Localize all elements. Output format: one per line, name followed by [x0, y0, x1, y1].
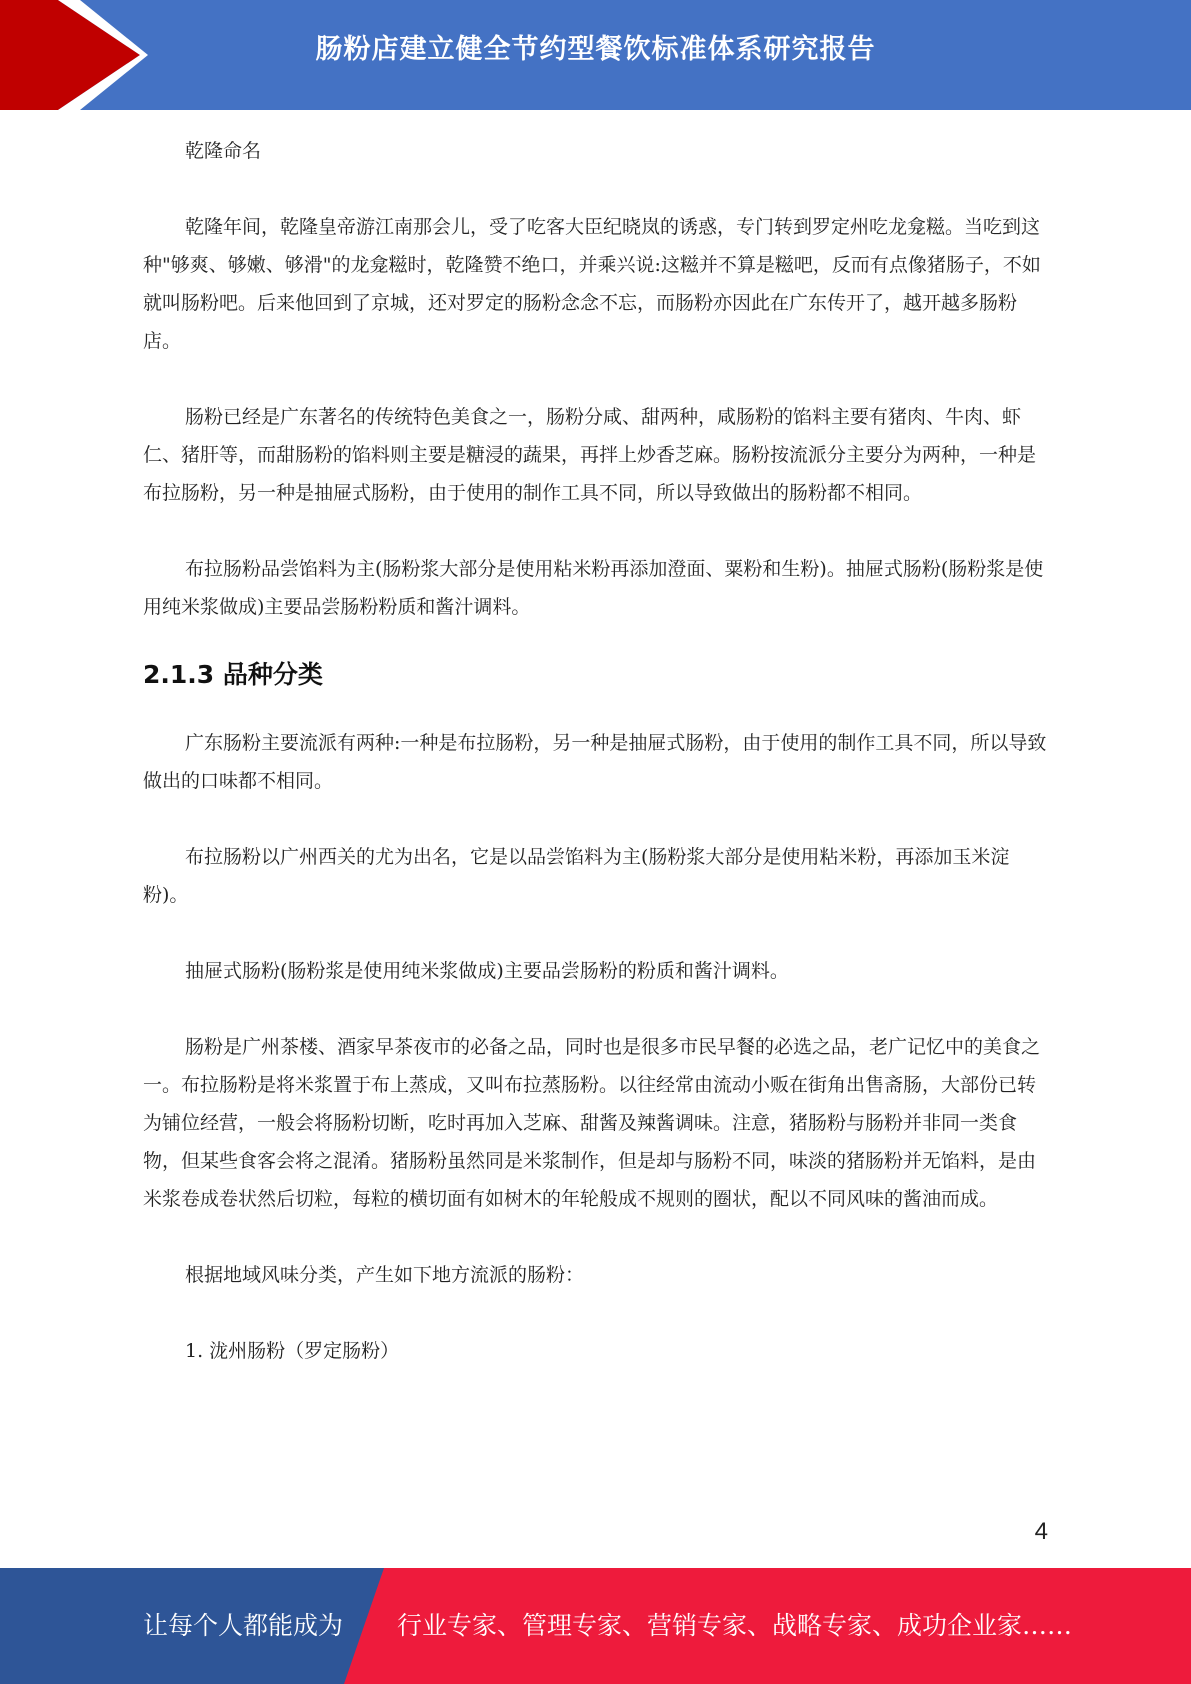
paragraph: 广东肠粉主要流派有两种:一种是布拉肠粉，另一种是抽屉式肠粉，由于使用的制作工具不同，所以导致做出的口味都不相同。 — [143, 732, 1047, 792]
section-heading: 2.1.3 品种分类 — [143, 660, 323, 689]
page-number: 4 — [1034, 1518, 1048, 1545]
paragraph: 乾隆年间，乾隆皇帝游江南那会儿，受了吃客大臣纪晓岚的诱惑，专门转到罗定州吃龙龛糍。当吃到这种"够爽、够嫩、够滑"的龙龛糍时，乾隆赞不绝口，并乘兴说:这糍并不算是糍吧，反而有点像猪肠子，不如就叫肠粉吧。后来他回到了京城，还对罗定的肠粉念念不忘，而肠粉亦因此在广东传开了，越开越多肠粉店。 — [143, 216, 1041, 352]
paragraph-gap — [143, 914, 1048, 952]
page-header — [0, 0, 1191, 110]
paragraph: 根据地域风味分类，产生如下地方流派的肠粉： — [185, 1264, 585, 1286]
paragraph-gap — [143, 800, 1048, 838]
footer-slogan-right: 行业专家、管理专家、营销专家、战略专家、成功企业家…… — [397, 1611, 1073, 1640]
paragraph-gap — [143, 1218, 1048, 1256]
paragraph: 布拉肠粉品尝馅料为主(肠粉浆大部分是使用粘米粉再添加澄面、粟粉和生粉)。抽屉式肠粉(肠粉浆是使用纯米浆做成)主要品尝肠粉粉质和酱汁调料。 — [143, 558, 1044, 618]
footer-slogan-left: 让每个人都能成为 — [143, 1611, 344, 1640]
header-title: 肠粉店建立健全节约型餐饮标准体系研究报告 — [315, 34, 876, 65]
paragraph: 乾隆命名 — [185, 140, 262, 162]
document-body — [143, 132, 1048, 1370]
paragraph: 1. 泷州肠粉（罗定肠粉） — [185, 1340, 400, 1362]
paragraph: 肠粉是广州茶楼、酒家早茶夜市的必备之品，同时也是很多市民早餐的必选之品，老广记忆中的美食之一。布拉肠粉是将米浆置于布上蒸成，又叫布拉蒸肠粉。以往经常由流动小贩在街角出售斋肠，大部份已转为铺位经营，一般会将肠粉切断，吃时再加入芝麻、甜酱及辣酱调味。注意，猪肠粉与肠粉并非同一类食物，但某些食客会将之混淆。猪肠粉虽然同是米浆制作，但是却与肠粉不同，味淡的猪肠粉并无馅料，是由米浆卷成卷状然后切粒，每粒的横切面有如树木的年轮般成不规则的圈状，配以不同风味的酱油而成。 — [143, 1036, 1041, 1210]
paragraph-gap — [143, 990, 1048, 1028]
paragraph: 肠粉已经是广东著名的传统特色美食之一，肠粉分咸、甜两种，咸肠粉的馅料主要有猪肉、牛肉、虾仁、猪肝等，而甜肠粉的馅料则主要是糖浸的蔬果，再拌上炒香芝麻。肠粉按流派分主要分为两种，一种是布拉肠粉，另一种是抽屉式肠粉，由于使用的制作工具不同，所以导致做出的肠粉都不相同。 — [143, 406, 1037, 504]
paragraph: 布拉肠粉以广州西关的尤为出名，它是以品尝馅料为主(肠粉浆大部分是使用粘米粉，再添加玉米淀粉)。 — [143, 846, 1010, 906]
paragraph: 抽屉式肠粉(肠粉浆是使用纯米浆做成)主要品尝肠粉的粉质和酱汁调料。 — [185, 960, 789, 982]
paragraph-gap — [143, 512, 1048, 550]
paragraph-gap — [143, 170, 1048, 208]
paragraph-gap — [143, 360, 1048, 398]
paragraph-gap — [143, 1294, 1048, 1332]
section-gap — [143, 626, 1048, 646]
page-footer — [0, 1568, 1191, 1684]
